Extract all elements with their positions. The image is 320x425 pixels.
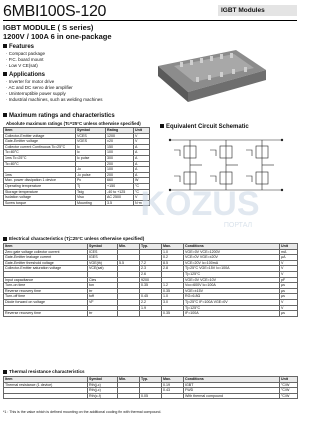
table-cell: toff (88, 294, 118, 300)
thermal-footnote: *1 : This is the value which is defined mounting on the additional cooling fin with thermal compound. (3, 410, 162, 414)
table-cell: Collector-Emitter voltage (4, 133, 76, 139)
table-cell: -Ic (76, 167, 106, 173)
table-cell: Tj=125°C (184, 271, 280, 277)
table-cell: VCE=0V VGE=±20V (184, 255, 280, 261)
table-cell: 0.35 (140, 283, 162, 289)
table-cell: VGES (76, 139, 106, 145)
table-cell: Gate-Emitter voltage (4, 139, 76, 145)
table-cell: Pc (76, 178, 106, 184)
elec-heading: Electrical characteristics (Tj=25°C unless otherwise specified) (3, 236, 144, 241)
column-header: Max. (162, 377, 184, 383)
table-row (4, 311, 298, 317)
table-cell: Reverse recovery time (4, 288, 88, 294)
table-cell: 0.2 (162, 255, 184, 261)
table-cell: μs (280, 294, 298, 300)
table-cell: A (134, 150, 150, 156)
table-cell: 0.35 (162, 288, 184, 294)
table-cell: Viso (76, 195, 106, 201)
table-cell: N·m (134, 200, 150, 206)
column-header: Symbol (76, 128, 106, 134)
table-cell: Reverse recovery time (4, 311, 88, 317)
column-header: Min. (118, 244, 140, 250)
table-cell: Cies (88, 277, 118, 283)
table-cell: °C/W (280, 382, 298, 388)
column-header: Unit (280, 377, 298, 383)
table-cell: Input capacitance (4, 277, 88, 283)
product-rating: 1200V / 100A 6 in one-package (3, 32, 112, 41)
thermal-table (3, 376, 298, 399)
table-cell: °C/W (280, 388, 298, 394)
table-cell: V (134, 195, 150, 201)
table-cell: 2.2 (140, 299, 162, 305)
table-cell: 660 (106, 178, 134, 184)
section-bullet-icon (3, 113, 7, 117)
table-cell: Tj=125°C (184, 305, 280, 311)
list-item: · Industrial machines, such as welding machines (6, 97, 103, 103)
table-cell: Ic (76, 144, 106, 150)
section-bullet-icon (3, 44, 7, 48)
column-header: Typ. (140, 244, 162, 250)
table-cell: Turn-on time (4, 283, 88, 289)
category-badge: IGBT Modules (218, 5, 297, 16)
table-cell: Tj=25°C VGE=15V Ic=100A (184, 266, 280, 272)
table-cell: Max. power dissipation 1 device (4, 178, 76, 184)
table-cell: V (134, 139, 150, 145)
table-cell: FWD (184, 388, 280, 394)
table-cell: 200 (106, 161, 134, 167)
table-cell: Rth(c-f) (88, 393, 118, 399)
table-cell: A (134, 172, 150, 178)
table-cell: Tj=25°C IF=100A VGE=0V (184, 299, 280, 305)
table-cell: Diode forward on voltage (4, 299, 88, 305)
table-cell: 2.8 (162, 266, 184, 272)
table-cell: V (280, 299, 298, 305)
column-header: Unit (134, 128, 150, 134)
table-cell: VF (88, 299, 118, 305)
table-cell: μA (280, 255, 298, 261)
column-header: Conditions (184, 244, 280, 250)
table-cell: VCE(sat) (88, 266, 118, 272)
column-header: Item (4, 244, 88, 250)
table-cell: °C/W (280, 393, 298, 399)
table-cell: V (134, 133, 150, 139)
table-cell: Rth(j-c) (88, 388, 118, 394)
list-item: · Uninterruptible power supply (6, 91, 103, 97)
table-cell: IGBT (184, 382, 280, 388)
table-cell: A (134, 167, 150, 173)
table-cell: μs (280, 288, 298, 294)
table-cell: ±20 (106, 139, 134, 145)
table-cell: VGE(th) (88, 260, 118, 266)
table-cell: V (280, 305, 298, 311)
table-cell: 5.5 (118, 260, 140, 266)
table-cell: 1ms (4, 172, 76, 178)
table-cell: ICES (88, 249, 118, 255)
table-cell: AC 2500 (106, 195, 134, 201)
table-cell: 3.5 (106, 200, 134, 206)
table-cell: With thermal compound (184, 393, 280, 399)
applications-list (6, 79, 103, 103)
table-cell: -40 to +125 (106, 189, 134, 195)
table-cell: RG=6.8Ω (184, 294, 280, 300)
table-cell: V (280, 271, 298, 277)
table-cell: trr (88, 288, 118, 294)
table-cell: °C (134, 189, 150, 195)
table-cell: VGE=0V VCE=10V (184, 277, 280, 283)
circuit-heading: Equivalent Circuit Schematic (160, 124, 249, 130)
table-cell: Collector-Emitter saturation voltage (4, 266, 88, 272)
table-cell: VGE=±15V (184, 288, 280, 294)
page-title: 6MBI100S-120 (3, 3, 107, 20)
table-cell: Collector current Continuous Tc=25°C (4, 144, 76, 150)
table-cell (118, 311, 140, 317)
table-cell: Gate-Emitter threshold voltage (4, 260, 88, 266)
table-cell: Tc=80°C (4, 161, 76, 167)
table-cell: Turn-off time (4, 294, 88, 300)
list-item: · Low V CE(sat) (6, 63, 45, 69)
table-cell: °C (134, 183, 150, 189)
column-header: Item (4, 377, 88, 383)
table-cell: A (134, 155, 150, 161)
column-header: Min. (118, 377, 140, 383)
electrical-table (3, 243, 298, 317)
table-cell: V (280, 266, 298, 272)
table-cell: Vcc=600V Ic=100A (184, 283, 280, 289)
section-bullet-icon (3, 237, 7, 241)
table-cell: Mounting (76, 200, 106, 206)
list-item: · Compact package (6, 51, 45, 57)
module-photo (150, 44, 270, 109)
title-rule (3, 20, 297, 21)
svg-text:ПОРТАЛ: ПОРТАЛ (223, 222, 253, 229)
section-bullet-icon (3, 370, 7, 374)
table-cell: μs (280, 311, 298, 317)
watermark-logo (110, 185, 290, 230)
table-cell: V (280, 260, 298, 266)
features-heading: Features (3, 44, 34, 50)
table-cell: 1.0 (162, 249, 184, 255)
table-cell: 100 (106, 150, 134, 156)
table-cell: 2.6 (140, 271, 162, 277)
table-cell: VCES (76, 133, 106, 139)
thermal-heading: Thermal resistance characteristics (3, 369, 85, 374)
column-header: Typ. (140, 377, 162, 383)
table-cell: Rth(j-c) (88, 382, 118, 388)
column-header: Item (4, 128, 76, 134)
table-cell: 1.0 (162, 294, 184, 300)
table-cell: Tstg (76, 189, 106, 195)
column-header: Symbol (88, 377, 118, 383)
table-cell: Ic pulse (76, 155, 106, 161)
svg-text:KOZUS: KOZUS (140, 185, 260, 223)
table-cell: Storage temperature (4, 189, 76, 195)
table-cell: ton (88, 283, 118, 289)
table-cell: 7.2 (140, 260, 162, 266)
table-cell: Zero gate voltage collector current (4, 249, 88, 255)
table-cell (140, 311, 162, 317)
table-cell: IGES (88, 255, 118, 261)
column-header: Symbol (88, 244, 118, 250)
table-cell: Tj (76, 183, 106, 189)
table-row (4, 393, 298, 399)
table-cell: W (134, 178, 150, 184)
table-cell: Screw torque (4, 200, 76, 206)
table-cell: 2.3 (140, 266, 162, 272)
table-cell: -Ic pulse (76, 172, 106, 178)
table-cell: μs (280, 283, 298, 289)
section-bullet-icon (3, 72, 7, 76)
max-ratings-subheading: Absolute maximum ratings (Tc=25°C unless otherwise specified) (6, 121, 141, 126)
table-cell: 200 (106, 172, 134, 178)
column-header: Conditions (184, 377, 280, 383)
table-cell: Isolation voltage (4, 195, 76, 201)
table-cell: Tc=80°C (4, 150, 76, 156)
table-cell: trr (88, 311, 118, 317)
table-cell: +150 (106, 183, 134, 189)
table-cell: Operating temperature (4, 183, 76, 189)
table-cell: 1.9 (140, 305, 162, 311)
table-cell: A (134, 161, 150, 167)
table-cell: 1200 (106, 133, 134, 139)
table-cell: Thermal resistance (1 device) (4, 382, 88, 388)
table-cell: IF=100A (184, 311, 280, 317)
table-cell: A (134, 144, 150, 150)
table-cell: 0.19 (162, 382, 184, 388)
table-cell (4, 393, 88, 399)
column-header: Rating (106, 128, 134, 134)
table-cell: pF (280, 277, 298, 283)
product-subtitle: IGBT MODULE ( S series) (3, 23, 94, 32)
table-cell: 0.35 (162, 311, 184, 317)
list-item: · Inverter for motor drive (6, 79, 103, 85)
table-cell: 150 (106, 144, 134, 150)
table-cell: Gate-Emitter leakage current (4, 255, 88, 261)
column-header: Unit (280, 244, 298, 250)
table-cell: VGE=0V VCE=1200V (184, 249, 280, 255)
table-cell: 100 (106, 167, 134, 173)
table-cell (118, 393, 140, 399)
table-cell: 0.45 (140, 294, 162, 300)
table-cell: 300 (106, 155, 134, 161)
table-cell: Ic (76, 150, 106, 156)
table-cell: mA (280, 249, 298, 255)
table-cell: 0.05 (140, 393, 162, 399)
applications-heading: Applications (3, 72, 45, 78)
table-cell: 3.0 (162, 299, 184, 305)
table-cell: 1.2 (162, 283, 184, 289)
table-cell: VCE=20V Ic=100mA (184, 260, 280, 266)
table-cell: 0.43 (162, 388, 184, 394)
table-cell (162, 393, 184, 399)
column-header: Max. (162, 244, 184, 250)
list-item: · AC and DC servo drive amplifier (6, 85, 103, 91)
list-item: · P.C. board mount (6, 57, 45, 63)
features-list (6, 51, 45, 69)
table-cell: 9200 (140, 277, 162, 283)
max-ratings-heading: Maximum ratings and characteristics (3, 113, 115, 119)
table-cell: 8.5 (162, 260, 184, 266)
section-bullet-icon (160, 124, 164, 128)
table-cell: 1ms Tc=25°C (4, 155, 76, 161)
